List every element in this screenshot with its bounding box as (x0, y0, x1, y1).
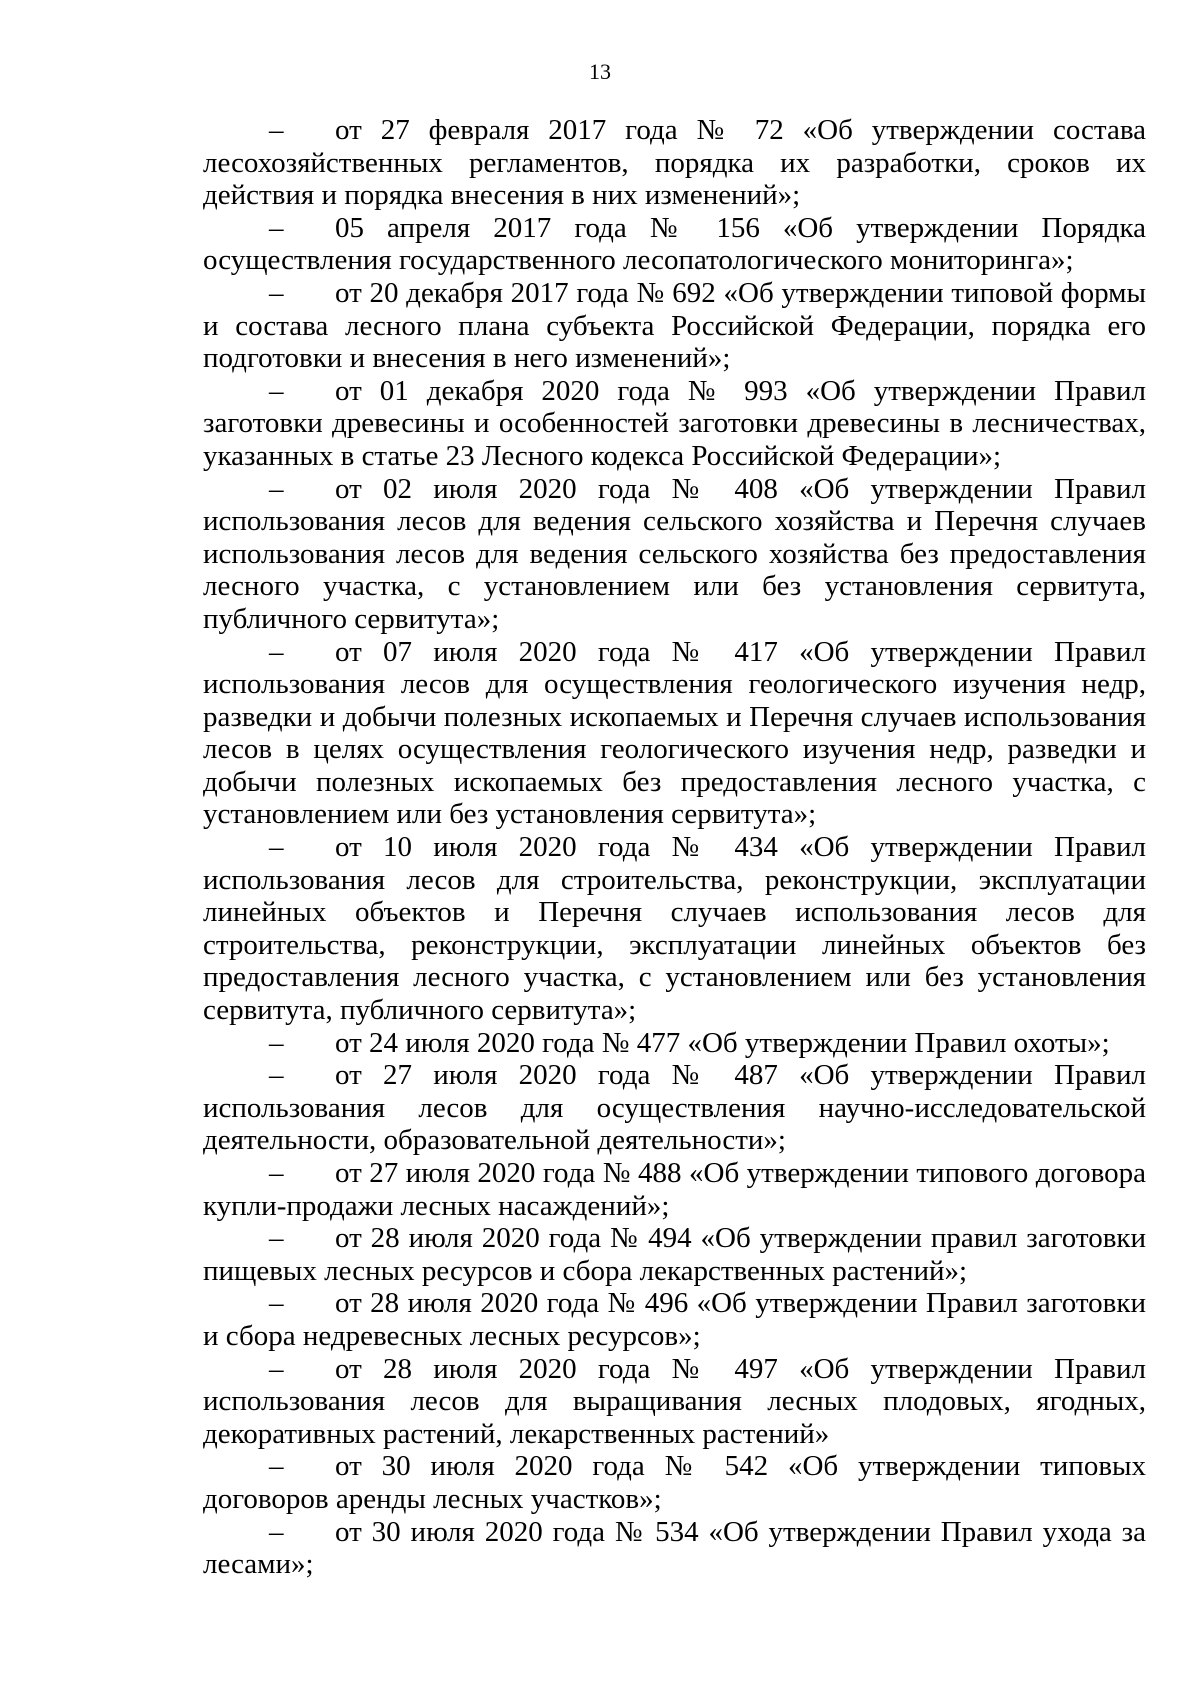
list-item-text: от 07 июля 2020 года № 417 «Об утверждении Правил использования лесов для осуществления геологического изучения недр, разведки и добычи полезных ископаемых и Перечня случаев использования лесов в целях осуществления геологического изучения недр, разведки и добычи полезных ископаемых без предоставления лесного участка, с установлением или без установления сервитута»; (203, 635, 1146, 831)
list-dash: – (269, 1515, 284, 1548)
list-dash: – (269, 1352, 284, 1385)
list-item-text: 05 апреля 2017 года № 156 «Об утверждении Порядка осуществления государственного лесопатологического мониторинга»; (203, 211, 1146, 277)
list-dash: – (269, 114, 284, 146)
list-dash: – (269, 1450, 284, 1483)
list-item-text: от 27 июля 2020 года № 488 «Об утверждении типового договора купли-продажи лесных насаждений»; (203, 1157, 1146, 1222)
list-item (203, 473, 1146, 636)
list-dash: – (269, 831, 284, 864)
list-item-text: от 10 июля 2020 года № 434 «Об утверждении Правил использования лесов для строительства, реконструкции, эксплуатации линейных объектов и Перечня случаев использования лесов для строительства, реконструкции, эксплуатации линейных объектов без предоставления лесного участка, с установлением или без установления сервитута, публичного сервитута»; (203, 831, 1146, 1027)
list-dash: – (269, 374, 284, 407)
list-item (203, 1450, 1146, 1515)
list-dash: – (269, 1026, 284, 1059)
list-item (203, 1353, 1146, 1451)
list-item (203, 1027, 1146, 1060)
list-item-text: от 28 июля 2020 года № 497 «Об утверждении Правил использования лесов для выращивания лесных плодовых, ягодных, декоративных растений, лекарственных растений» (203, 1352, 1146, 1450)
document-body (203, 114, 1146, 1581)
list-item-text: от 02 июля 2020 года № 408 «Об утверждении Правил использования лесов для ведения сельского хозяйства и Перечня случаев использования лесов для ведения сельского хозяйства без предоставления лесного участка, с установлением или без установления сервитута, публичного сервитута»; (203, 472, 1146, 635)
list-item (203, 212, 1146, 277)
list-item-text: от 27 февраля 2017 года № 72 «Об утверждении состава лесохозяйственных регламентов, порядка их разработки, сроков их действия и порядка внесения в них изменений»; (203, 114, 1146, 212)
list-item (203, 1516, 1146, 1581)
list-dash: – (269, 1287, 284, 1320)
list-dash: – (269, 1222, 284, 1255)
list-dash: – (269, 1157, 284, 1189)
list-dash: – (269, 211, 284, 244)
list-item (203, 375, 1146, 473)
list-item (203, 831, 1146, 1027)
page-number: 13 (589, 59, 611, 84)
list-item-text: от 28 июля 2020 года № 494 «Об утверждении правил заготовки пищевых лесных ресурсов и сбора лекарственных растений»; (203, 1222, 1146, 1287)
list-item (203, 1287, 1146, 1352)
list-dash: – (269, 635, 284, 668)
list-dash: – (269, 276, 284, 309)
list-item (203, 1059, 1146, 1157)
list-item (203, 1157, 1146, 1222)
list-item-text: от 20 декабря 2017 года № 692 «Об утверждении типовой формы и состава лесного плана субъекта Российской Федерации, порядка его подготовки и внесения в него изменений»; (203, 276, 1146, 375)
list-item-text: от 27 июля 2020 года № 487 «Об утверждении Правил использования лесов для осуществления научно-исследовательской деятельности, образовательной деятельности»; (203, 1059, 1146, 1157)
list-dash: – (269, 472, 284, 505)
list-item-text: от 24 июля 2020 года № 477 «Об утверждении Правил охоты»; (335, 1026, 1110, 1059)
list-item-text: от 30 июля 2020 года № 542 «Об утверждении типовых договоров аренды лесных участков»; (203, 1450, 1146, 1515)
list-item (203, 1222, 1146, 1287)
list-item (203, 114, 1146, 212)
list-item (203, 636, 1146, 832)
list-item-text: от 01 декабря 2020 года № 993 «Об утверждении Правил заготовки древесины и особенностей заготовки древесины в лесничествах, указанных в статье 23 Лесного кодекса Российской Федерации»; (203, 374, 1146, 472)
list-item-text: от 30 июля 2020 года № 534 «Об утверждении Правил ухода за лесами»; (203, 1515, 1146, 1581)
list-dash: – (269, 1059, 284, 1092)
list-item (203, 277, 1146, 375)
list-item-text: от 28 июля 2020 года № 496 «Об утверждении Правил заготовки и сбора недревесных лесных ресурсов»; (203, 1287, 1146, 1352)
